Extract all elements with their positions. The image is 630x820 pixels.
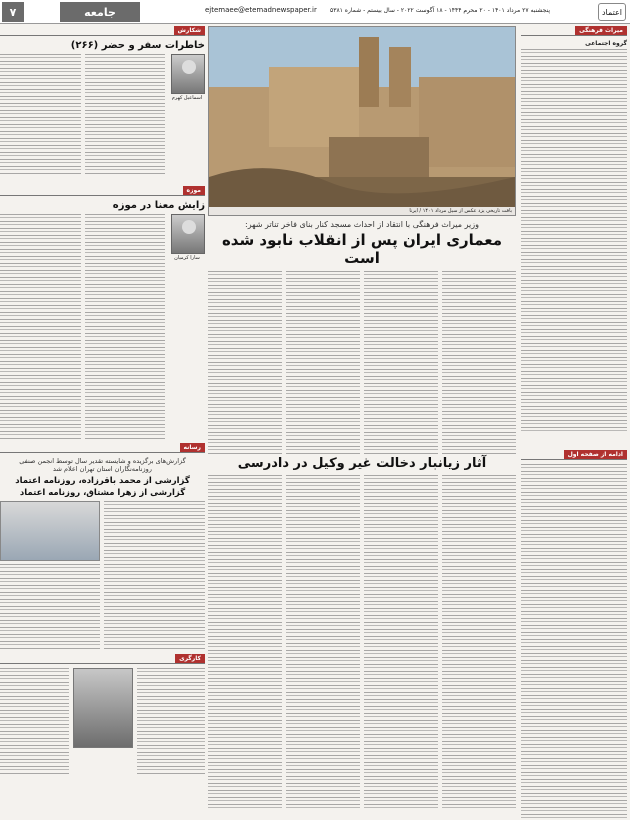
article-kicker: گزارش‌های برگزیده و شایسته تقدیر سال توسط انجمن صنفی روزنامه‌نگاران استان تهران اعلام شد (19, 457, 186, 473)
section-tab-continued: ادامه از صفحه اول (564, 450, 627, 459)
article-body (364, 475, 438, 810)
lead-photo (208, 26, 516, 216)
group-photo (0, 501, 100, 561)
sub-headline: وزیر میراث فرهنگی با انتقاد از احداث مسجد کنار بنای فاخر تناتر شهر: (245, 220, 479, 229)
adobe-buildings-image (209, 27, 515, 215)
section-tab-museum: موزه (183, 186, 205, 195)
author-name: اسماعیل کهرم (171, 95, 203, 101)
article-body (85, 54, 166, 174)
article-body (442, 475, 516, 810)
lead-article (208, 26, 516, 456)
article-body (104, 501, 205, 651)
section-tab-media: رسانه (180, 443, 206, 452)
date-line: پنجشنبه ۲۷ مرداد ۱۴۰۱ - ۲۰ محرم ۱۴۴۴ - ۱۸ آگوست ۲۰۲۲ - سال بیستم - شماره ۵۳۸۱ (330, 7, 550, 14)
author-name: سارا کرمیان (174, 255, 200, 261)
article-body (364, 271, 438, 456)
article-body (0, 564, 100, 650)
photo-caption: بافت تاریخی یزد عکس از سیل مرداد ۱۴۰۱ / ایرنا (209, 207, 515, 215)
article-body (286, 271, 360, 456)
article-photo (73, 668, 133, 748)
section-tab-heritage: میراث فرهنگی (575, 26, 627, 35)
second-article (208, 456, 516, 820)
section-email: ejtemaee@etemadnewspaper.ir (205, 6, 317, 14)
section-tab-labor: کارگری (175, 654, 205, 663)
article-body (0, 54, 81, 174)
article-body (137, 668, 206, 776)
article-title: خاطرات سفر و حضر (۲۶۶) (70, 40, 205, 51)
section-tab-top: شکارش (174, 26, 205, 35)
right-column-bottom (518, 450, 630, 820)
right-column (518, 26, 630, 446)
article-body (521, 49, 627, 434)
article-body (286, 475, 360, 810)
article-body (85, 214, 166, 439)
article-title: زایش معنا در موزه (112, 200, 205, 211)
article-title: گزارشی از محمد باقرزاده، روزنامه اعتماد گزارشی از زهرا مشتاق، روزنامه اعتماد (15, 476, 190, 498)
article-body (442, 271, 516, 456)
article-body (208, 271, 282, 456)
article-body (0, 668, 69, 776)
left-column (0, 26, 205, 820)
newspaper-logo: اعتماد (598, 3, 626, 21)
group-label: گروه اجتماعی (585, 40, 627, 47)
article-body (521, 464, 627, 819)
headline-secondary: آثار زیانبار دخالت غیر وکیل در دادرسی (237, 456, 487, 471)
headline: معماری ایران پس از انقلاب نابود شده است (221, 231, 503, 267)
article-body (0, 214, 81, 439)
article-body (208, 475, 282, 810)
section-name: جامعه (60, 2, 140, 22)
author-photo (171, 214, 205, 254)
author-photo (171, 54, 205, 94)
page-number: ۷ (2, 2, 24, 22)
masthead-bar (0, 0, 630, 24)
